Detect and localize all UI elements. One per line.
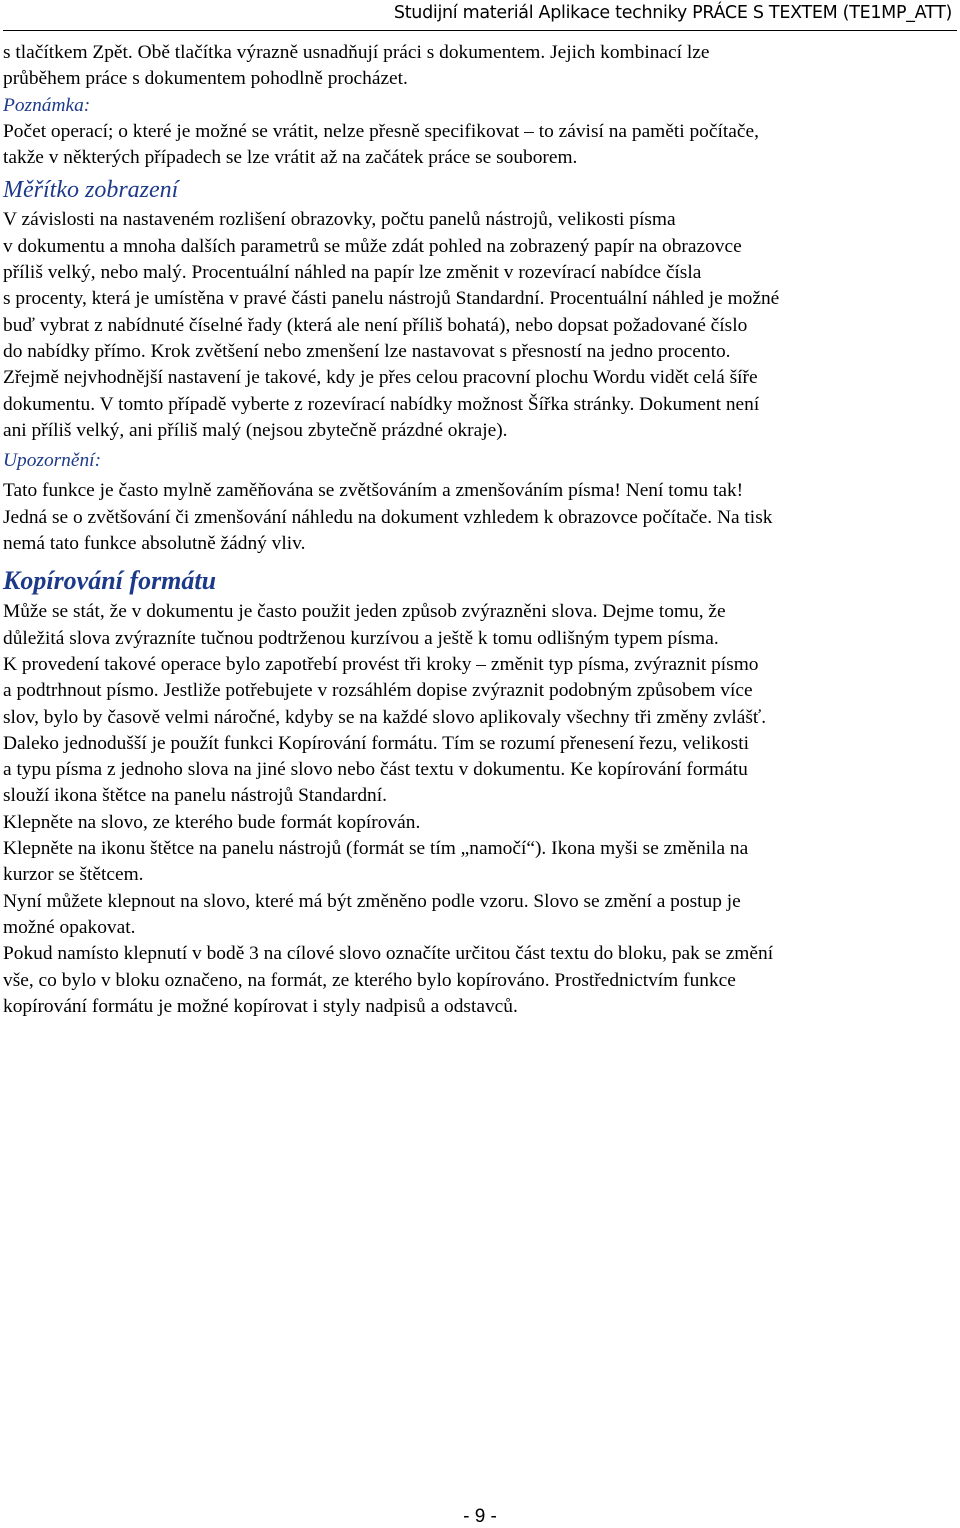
paragraph-line: v dokumentu a mnoha dalších parametrů se může zdát pohled na zobrazený papír na obrazovce [3,235,742,257]
paragraph-line: Zřejmě nejvhodnější nastavení je takové, kdy je přes celou pracovní plochu Wordu vidět celá šíře [3,367,758,389]
running-header: Studijní materiál Aplikace techniky PRÁCE S TEXTEM (TE1MP_ATT) [393,3,952,23]
paragraph-line: ani příliš velký, ani příliš malý (nejsou zbytečně prázdné okraje). [3,419,508,441]
warning-label: Upozornění: [3,450,102,472]
warning-line: Tato funkce je často mylně zaměňována se zvětšováním a zmenšováním písma! Není tomu tak! [3,480,744,502]
paragraph-line: a typu písma z jednoho slova na jiné slovo nebo část textu v dokumentu. Ke kopírování formátu [3,759,748,781]
intro-line: průběhem práce s dokumentem pohodlně procházet. [3,68,408,90]
note-label: Poznámka: [3,94,91,116]
paragraph-line: vše, co bylo v bloku označeno, na formát, ze kterého bylo kopírováno. Prostřednictvím funkce [3,969,736,991]
paragraph-line: s procenty, která je umístěna v pravé části panelu nástrojů Standardní. Procentuální náhled je možné [3,288,780,310]
paragraph-line: důležitá slova zvýrazníte tučnou podtrženou kurzívou a ještě k tomu odlišným typem písma. [3,627,719,649]
paragraph-line: a podtrhnout písmo. Jestliže potřebujete v rozsáhlém dopise zvýraznit podobným způsobem více [3,680,753,702]
paragraph-line: Daleko jednodušší je použít funkci Kopírování formátu. Tím se rozumí přenesení řezu, velikosti [3,732,749,754]
paragraph-line: Může se stát, že v dokumentu je často použit jeden způsob zvýrazněni slova. Dejme tomu, že [3,601,726,623]
paragraph-line: kopírování formátu je možné kopírovat i styly nadpisů a odstavců. [3,995,518,1017]
paragraph-line: K provedení takové operace bylo zapotřebí provést tři kroky – změnit typ písma, zvýraznit písmo [3,653,759,675]
paragraph-line: možné opakovat. [3,916,136,938]
paragraph-line: příliš velký, nebo malý. Procentuální náhled na papír lze změnit v rozevírací nabídce čísla [3,262,702,284]
paragraph-line: V závislosti na nastaveném rozlišení obrazovky, počtu panelů nástrojů, velikosti písma [3,209,676,231]
intro-line: s tlačítkem Zpět. Obě tlačítka výrazně usnadňují práci s dokumentem. Jejich kombinací lze [3,42,710,63]
header-rule [3,30,957,31]
page-content [3,40,958,1020]
paragraph-line: dokumentu. V tomto případě vyberte z rozevírací nabídky možnost Šířka stránky. Dokument není [3,393,760,415]
section-heading-copy-format: Kopírování formátu [3,566,217,596]
paragraph-line: Pokud namísto klepnutí v bodě 3 na cílové slovo označíte určitou část textu do bloku, pak se změní [3,943,774,965]
paragraph-line: buď vybrat z nabídnuté číselné řady (která ale není příliš bohatá), nebo dopsat požadované číslo [3,314,748,336]
paragraph-line: do nabídky přímo. Krok zvětšení nebo zmenšení lze nastavovat s přesností na jedno procento. [3,340,731,362]
paragraph-line: Nyní můžete klepnout na slovo, které má být změněno podle vzoru. Slovo se změní a postup je [3,890,741,912]
paragraph-line: Klepněte na ikonu štětce na panelu nástrojů (formát se tím „namočí“). Ikona myši se změnila na [3,838,749,860]
paragraph-line: Klepněte na slovo, ze kterého bude formát kopírován. [3,811,421,833]
paragraph-line: kurzor se štětcem. [3,864,144,886]
page-number: - 9 - [463,1506,497,1527]
section-heading-scale: Měřítko zobrazení [3,177,179,204]
paragraph-line: slouží ikona štětce na panelu nástrojů Standardní. [3,785,387,807]
note-line: takže v některých případech se lze vrátit až na začátek práce se souborem. [3,147,578,169]
warning-line: nemá tato funkce absolutně žádný vliv. [3,533,306,555]
note-line: Počet operací; o které je možné se vrátit, nelze přesně specifikovat – to závisí na paměti počítače, [3,120,759,142]
paragraph-line: slov, bylo by časově velmi náročné, kdyby se na každé slovo aplikovaly všechny tři změny zvlášť. [3,706,767,728]
warning-line: Jedná se o zvětšování či zmenšování náhledu na dokument vzhledem k obrazovce počítače. Na tisk [3,506,773,528]
